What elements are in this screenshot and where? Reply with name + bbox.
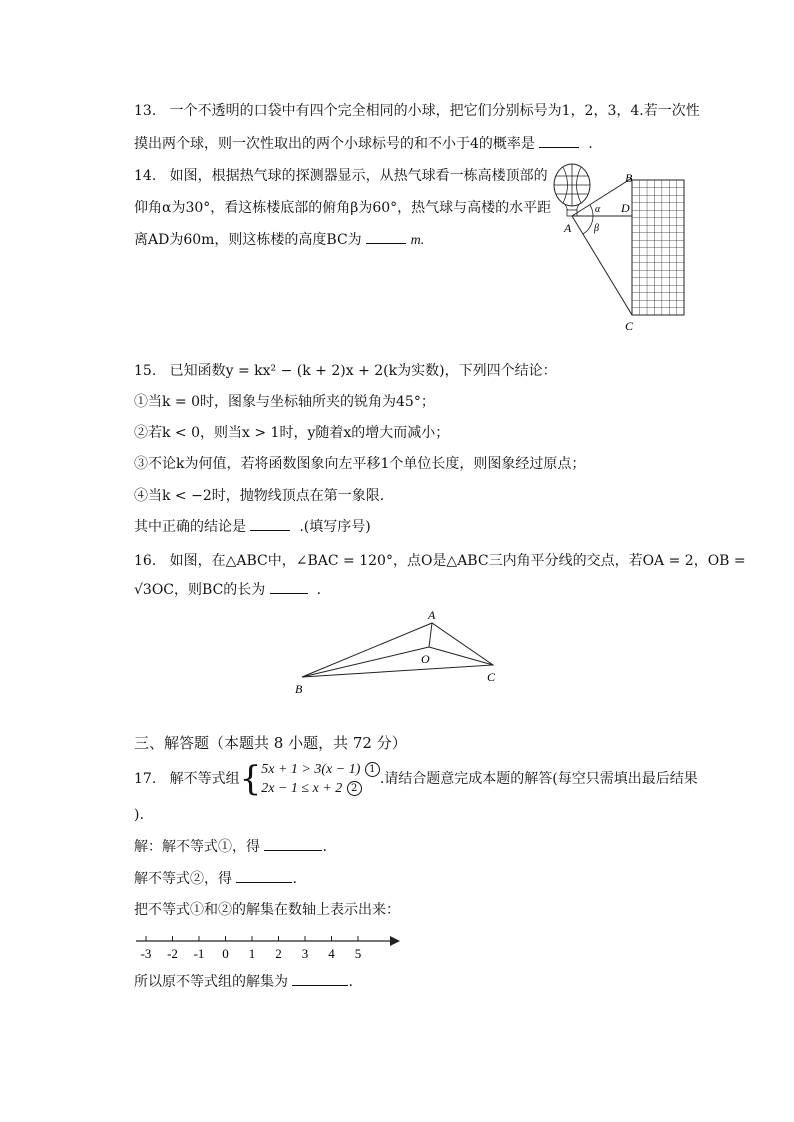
q14-number: 14. bbox=[134, 168, 157, 184]
q17-step3: 把不等式①和②的解集在数轴上表示出来： bbox=[134, 902, 400, 918]
q16-answer-blank[interactable] bbox=[270, 581, 308, 594]
q14-answer-blank[interactable] bbox=[366, 231, 406, 244]
inequality-1: 5x + 1 > 3(x − 1) bbox=[261, 762, 361, 777]
label-alpha: α bbox=[595, 204, 601, 215]
circled-mark-2: 2 bbox=[347, 781, 362, 796]
q16-text-1: 如图，在△ABC中，∠BAC = 120°，点O是△ABC三内角平分线的交点，若OA = 2，OB = bbox=[169, 553, 746, 569]
tick-label: 2 bbox=[275, 946, 282, 961]
q13-answer-blank[interactable] bbox=[539, 135, 579, 148]
q14-line2 bbox=[134, 198, 551, 218]
inequality-system bbox=[261, 760, 380, 798]
q17-step4-blank[interactable] bbox=[292, 973, 348, 986]
label-O: O bbox=[421, 652, 430, 666]
label-C: C bbox=[625, 319, 634, 333]
q17-step4-dot: . bbox=[348, 974, 353, 990]
q13-text-2: 摸出两个球，则一次性取出的两个小球标号的和不小于4的概率是 bbox=[134, 136, 535, 152]
q15-answer-post: .(填写序号) bbox=[299, 519, 371, 535]
q17-step4-text: 所以原不等式组的解集为 bbox=[134, 974, 288, 990]
q17-step4 bbox=[134, 972, 353, 992]
q14-text-1: 如图，根据热气球的探测器显示，从热气球看一栋高楼顶部的 bbox=[169, 168, 548, 184]
q15-item-3: ③不论k为何值，若将函数图象向左平移1个单位长度，则图象经过原点； bbox=[134, 456, 586, 472]
q15-number: 15. bbox=[134, 363, 157, 379]
q15-item-1: ①当k = 0时，图象与坐标轴所夹的锐角为45°； bbox=[134, 394, 435, 410]
label-B: B bbox=[625, 171, 633, 185]
q17-step2-dot: . bbox=[292, 871, 297, 887]
tick-label: 5 bbox=[354, 946, 362, 961]
q17-step1-text: 解：解不等式①，得 bbox=[134, 839, 260, 855]
q13-text-1: 一个不透明的口袋中有四个完全相同的小球，把它们分别标号为1，2，3，4.若一次性 bbox=[169, 103, 700, 119]
q15-stem bbox=[134, 361, 557, 381]
q15-item-4: ④当k < −2时，抛物线顶点在第一象限. bbox=[134, 488, 385, 504]
q15-stem-text: 已知函数y = kx² − (k + 2)x + 2(k为实数)，下列四个结论： bbox=[169, 363, 557, 379]
triangle-abc bbox=[302, 623, 493, 677]
q17-step2-text: 解不等式②，得 bbox=[134, 871, 232, 887]
q16-number: 16. bbox=[134, 553, 157, 569]
q17-step2 bbox=[134, 869, 297, 889]
q17-line1 bbox=[134, 760, 698, 798]
q17-pre: 解不等式组 bbox=[169, 771, 240, 787]
circled-mark-1: 1 bbox=[365, 762, 380, 777]
q17-post: .请结合题意完成本题的解答(每空只需填出最后结果 bbox=[379, 771, 698, 787]
number-line-ticks bbox=[141, 936, 362, 961]
label-A: A bbox=[564, 221, 572, 235]
q13-end: . bbox=[588, 136, 593, 152]
tick-label: -3 bbox=[140, 946, 152, 961]
q16-text-2: √3OC，则BC的长为 bbox=[134, 582, 266, 598]
q16-end: . bbox=[316, 582, 322, 598]
label-beta: β bbox=[594, 223, 599, 234]
q13-line2 bbox=[134, 134, 593, 154]
tick-label: -1 bbox=[193, 946, 205, 961]
building bbox=[632, 180, 684, 315]
q16-figure bbox=[290, 605, 510, 695]
label-C: C bbox=[487, 670, 496, 684]
q17-line2: ). bbox=[134, 807, 144, 823]
arrow-right-icon bbox=[390, 936, 400, 946]
q14-text-3: 离AD为60m，则这栋楼的高度BC为 bbox=[134, 232, 362, 248]
left-brace-icon: { bbox=[239, 759, 262, 799]
number-line bbox=[134, 930, 404, 964]
q14-text-2: 仰角α为30°，看这栋楼底部的俯角β为60°，热气球与高楼的水平距 bbox=[134, 200, 552, 216]
q17-step1-dot: . bbox=[322, 839, 327, 855]
q14-unit: m. bbox=[410, 233, 425, 248]
section-3-title: 三、解答题（本题共 8 小题，共 72 分） bbox=[134, 734, 407, 752]
label-D: D bbox=[621, 201, 630, 215]
q14-figure bbox=[545, 160, 705, 340]
tick-label: 1 bbox=[248, 946, 256, 961]
q15-answer-blank[interactable] bbox=[250, 518, 290, 531]
q17-step1-blank[interactable] bbox=[264, 838, 322, 851]
q17-step1 bbox=[134, 837, 327, 857]
q15-item-2: ②若k < 0，则当x > 1时，y随着x的增大而减小； bbox=[134, 425, 450, 441]
inequality-2: 2x − 1 ≤ x + 2 bbox=[261, 781, 343, 796]
q14-line1 bbox=[134, 166, 548, 186]
label-A: A bbox=[428, 608, 436, 622]
q14-line3 bbox=[134, 230, 424, 251]
q15-answer-line bbox=[134, 517, 371, 537]
q15-answer-pre: 其中正确的结论是 bbox=[134, 519, 246, 535]
q16-line1 bbox=[134, 551, 746, 571]
q17-number: 17. bbox=[134, 771, 157, 787]
tick-label: 4 bbox=[328, 946, 335, 961]
tick-label: -2 bbox=[167, 946, 178, 961]
q13-line1 bbox=[134, 101, 700, 121]
tick-label: 0 bbox=[222, 946, 229, 961]
q16-line2 bbox=[134, 580, 321, 600]
q17-step2-blank[interactable] bbox=[236, 870, 292, 883]
label-B: B bbox=[295, 682, 303, 695]
q13-number: 13. bbox=[134, 103, 157, 119]
tick-label: 3 bbox=[301, 946, 309, 961]
